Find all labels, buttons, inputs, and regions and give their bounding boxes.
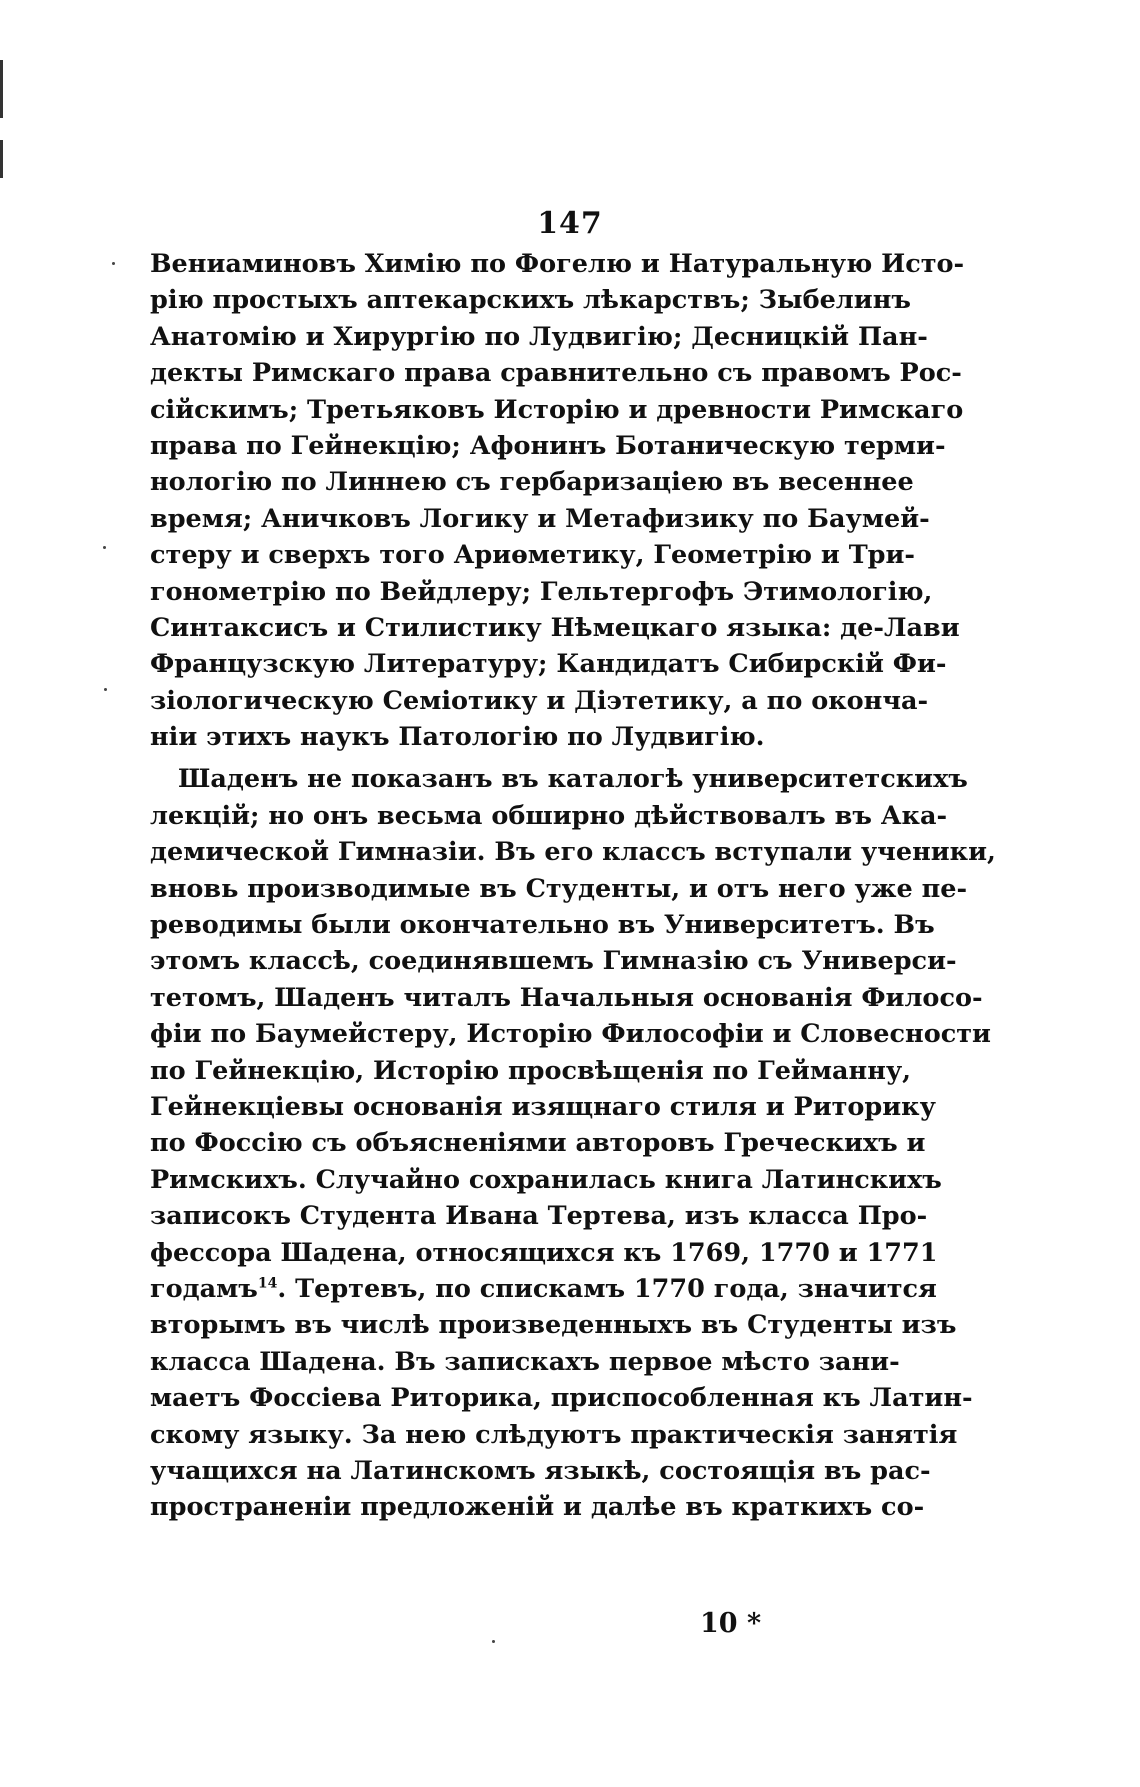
text-line: класса Шадена. Въ запискахъ первое мѣсто зани- [150,1346,900,1377]
page-number: 147 [537,206,603,241]
scan-speck [112,262,115,265]
text-line: реводимы были окончательно въ Университетъ. Въ [150,910,935,941]
text-line: нологію по Линнею съ гербаризаціею въ весеннее [150,467,914,498]
text-line: этомъ классѣ, соединявшемъ Гимназію съ Универси- [150,946,957,977]
text-line: рію простыхъ аптекарскихъ лѣкарствъ; Зыбелинъ [150,285,911,316]
text-line: ніи этихъ наукъ Патологію по Лудвигію. [150,722,765,753]
text-line: гонометрію по Вейдлеру; Гельтергофъ Этимологію, [150,576,933,607]
scan-speck [103,546,106,549]
scan-speck [492,1640,495,1643]
paragraph-2 [150,761,996,1525]
text-line: Французскую Литературу; Кандидатъ Сибирскій Фи- [150,649,947,680]
scan-speck [104,688,107,691]
paragraph-1 [150,246,965,755]
text-line: тетомъ, Шаденъ читалъ Начальныя основанія Филосо- [150,982,983,1013]
text-line: вторымъ въ числѣ произведенныхъ въ Студенты изъ [150,1310,957,1341]
text-line: декты Римскаго права сравнительно съ правомъ Рос- [150,358,962,389]
text-line: время; Аничковъ Логику и Метафизику по Баумей- [150,503,930,534]
text-line: вновь производимые въ Студенты, и отъ него уже пе- [150,873,968,904]
text-line: права по Гейнекцію; Афонинъ Ботаническую терми- [150,430,946,461]
text-line: Анатомію и Хирургію по Лудвигію; Десницкій Пан- [150,321,928,352]
text-line: по Гейнекцію, Исторію просвѣщенія по Гейманну, [150,1055,912,1086]
text-line: маетъ Фоссіева Риторика, приспособленная къ Латин- [150,1383,973,1414]
scan-edge-mark [0,60,3,118]
text-line: Синтаксисъ и Стилистику Нѣмецкаго языка: де-Лави [150,612,960,643]
signature-mark: 10 * [700,1608,762,1639]
text-line: зіологическую Семіотику и Діэтетику, а по оконча- [150,685,929,716]
text-line: Шаденъ не показанъ въ каталогѣ университетскихъ [178,764,968,795]
text-line: демической Гимназіи. Въ его классъ вступали ученики, [150,837,996,868]
text-line-with-footnote: годамъ$^{14}$. Тертевъ, по спискамъ 1770 года, значится [150,1273,937,1304]
text-line: скому языку. За нею слѣдуютъ практическія занятія [150,1419,958,1450]
text-line: записокъ Студента Ивана Тертева, изъ класса Про- [150,1201,928,1232]
text-line: сійскимъ; Третьяковъ Исторію и древности Римскаго [150,394,964,425]
text-line: фіи по Баумейстеру, Исторію Философіи и Словесности [150,1019,991,1050]
text-line: Гейнекціевы основанія изящнаго стиля и Риторику [150,1091,936,1122]
text-fragment: Тертевъ, по спискамъ 1770 года, значится [295,1273,937,1304]
text-line: пространеніи предложеній и далѣе въ краткихъ со- [150,1492,925,1523]
scan-edge-mark [0,140,3,178]
body-text [150,246,996,1526]
text-fragment: годамъ [150,1273,258,1304]
text-line: лекцій; но онъ весьма обширно дѣйствовалъ въ Ака- [150,800,948,831]
text-line: учащихся на Латинскомъ языкѣ, состоящія въ рас- [150,1455,931,1486]
text-line: фессора Шадена, относящихся къ 1769, 1770 и 1771 [150,1237,938,1268]
text-line: стеру и сверхъ того Ариѳметику, Геометрію и Три- [150,540,916,571]
text-line: по Фоссію съ объясненіями авторовъ Греческихъ и [150,1128,926,1159]
footnote-marker: 14 [257,1275,278,1292]
text-line: Римскихъ. Случайно сохранилась книга Латинскихъ [150,1164,942,1195]
text-line: Вениаминовъ Химію по Фогелю и Натуральную Исто- [150,249,965,279]
